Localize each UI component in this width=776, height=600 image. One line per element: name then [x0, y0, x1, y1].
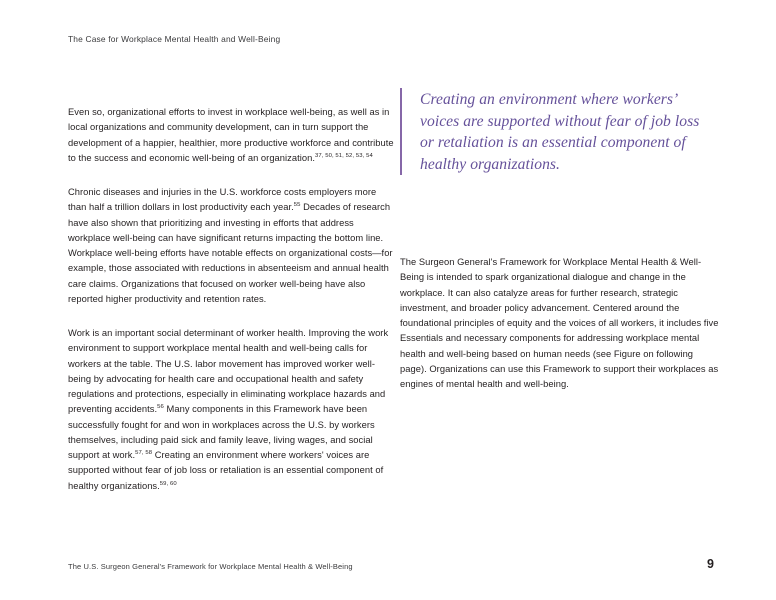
page-number: 9	[707, 557, 714, 571]
reference-marker: 55	[293, 202, 301, 209]
pull-quote	[400, 88, 706, 175]
paragraph-3-text: Work is an important social determinant of worker health. Improving the work environment to support workplace mental health and well-being calls for workers at the table. The U.S. labor movement has improved worker well-being by advocating for health care and occupational health and safety regulations and protections, especially in eliminating workplace hazards and preventing accidents.	[68, 328, 389, 415]
paragraph-3-tail-2: Creating an environment where workers' voices are supported without fear of job loss or retaliation is an essential component of healthy organizations.	[68, 450, 384, 491]
reference-marker: 57, 58	[135, 449, 153, 456]
reference-marker: 56	[157, 404, 164, 411]
right-column-paragraph: The Surgeon General's Framework for Workplace Mental Health & Well-Being is intended to spark organizational dialogue and change in the workplace. It can also catalyze areas for further research, strategic investment, and broader policy advancement. Centered around the foundational principles of equity and the voices of all workers, it includes five Essentials and necessary components for addressing workplace mental health and well-being based on human needs (see Figure on following page). Organizations can use this Framework to support their workplaces as engines of mental health and well-being.	[400, 257, 719, 389]
paragraph-1-text: Even so, organizational efforts to invest in workplace well-being, as well as in local organizations and community development, can in turn support the development of a happier, healthier, more productive workforce and contribute to the success and economic well-being of an organization.	[68, 107, 394, 163]
footer-title: The U.S. Surgeon General's Framework for Workplace Mental Health & Well-Being	[68, 562, 353, 571]
paragraph-3	[68, 326, 394, 494]
pull-quote-text: Creating an environment where workers’ voices are supported without fear of job loss or retaliation is an essential component of healthy organizations.	[420, 91, 700, 173]
pull-quote-rule	[400, 88, 402, 175]
paragraph-2-tail: Decades of research have also shown that prioritizing and investing in efforts that address workplace well-being can have significant returns impacting the bottom line. Workplace well-being efforts have notable effects on organizational costs—for example, those associated with reductions in absenteeism and annual health care claims. Organizations that focused on worker well-being have also reported higher productivity and retention rates.	[68, 202, 393, 304]
page-footer	[0, 554, 776, 600]
paragraph-2-text: Chronic diseases and injuries in the U.S. workforce costs employers more than half a trillion dollars in lost productivity each year.	[68, 187, 377, 213]
left-column	[68, 105, 394, 494]
running-head: The Case for Workplace Mental Health and Well-Being	[68, 34, 281, 44]
paragraph-2	[68, 185, 394, 307]
reference-marker: 37, 50, 51, 52, 53, 54	[314, 152, 373, 159]
right-column	[400, 255, 722, 392]
paragraph-1	[68, 105, 394, 166]
reference-marker: 59, 60	[159, 480, 177, 487]
paragraph-3-tail: Many components in this Framework have been successfully fought for and won in workplaces across the U.S. by workers themselves, including paid sick and family leave, living wages, and social support at work.	[68, 404, 375, 460]
